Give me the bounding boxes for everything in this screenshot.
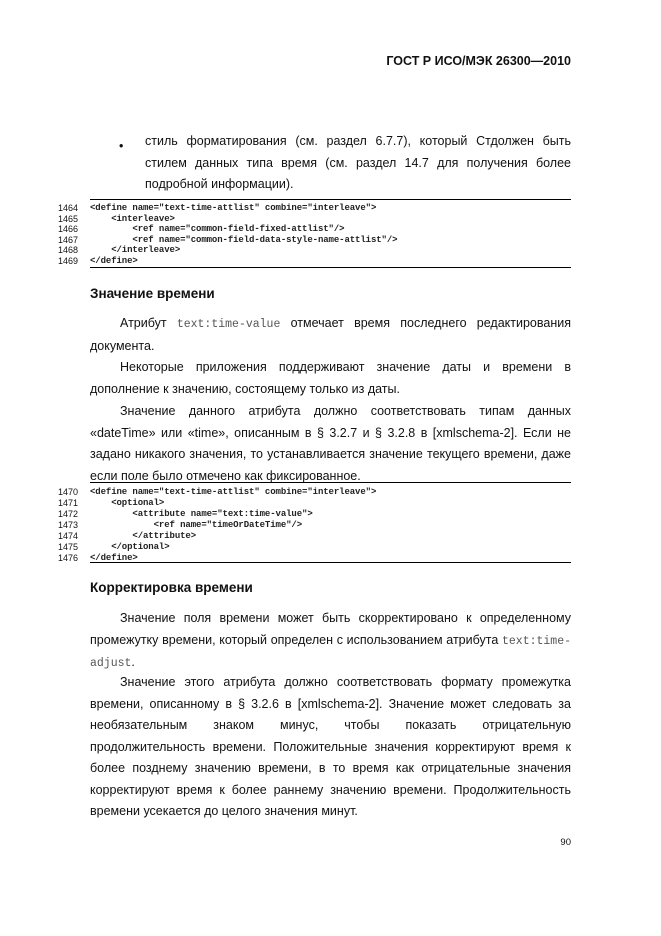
code-line	[50, 213, 175, 225]
code-text: <ref name="timeOrDateTime"/>	[90, 520, 303, 530]
line-number: 1469	[57, 255, 78, 266]
line-number: 1465	[57, 213, 78, 224]
line-number: 1464	[57, 203, 78, 213]
code-line	[50, 531, 197, 542]
code-line	[50, 255, 138, 267]
section-heading: Корректировка времени	[90, 580, 253, 595]
code-text: <ref name="common-field-data-style-name-attlist"/>	[90, 234, 398, 245]
inline-code: text:time-adjust	[90, 634, 571, 670]
code-text: </interleave>	[90, 245, 181, 255]
code-text: </define>	[90, 255, 138, 266]
code-line	[50, 203, 377, 214]
line-number: 1474	[57, 531, 78, 541]
code-line	[50, 224, 345, 235]
line-number: 1468	[57, 245, 78, 255]
line-number: 1466	[57, 224, 78, 234]
line-number: 1471	[57, 498, 78, 508]
section-heading: Значение времени	[90, 286, 215, 301]
paragraph: Значение данного атрибута должно соответствовать типам данных «dateTime» или «time», описанным в § 3.2.7 и § 3.2.8 в [xmlschema-2]. Если не задано никакого значения, то устанавливается значение текущего времени, даже если поле было отмечено как фиксированное.	[90, 404, 571, 483]
paragraph: Значение поля времени может быть скорректировано к определенному промежутку времени, который определен с использованием атрибута text:time-adjust.	[90, 611, 571, 670]
code-line	[50, 520, 303, 531]
paragraph: Атрибут text:time-value отмечает время последнего редактирования документа.	[90, 316, 571, 353]
code-line	[50, 498, 165, 509]
code-line	[50, 509, 313, 520]
code-text: <interleave>	[90, 213, 175, 224]
code-line	[50, 245, 181, 256]
bullet-item-text: стиль форматирования (см. раздел 6.7.7), который Стдолжен быть стилем данных типа время (см. раздел 14.7 для получения более подробной информации).	[145, 134, 571, 191]
code-text: <ref name="common-field-fixed-attlist"/>	[90, 224, 345, 234]
line-number: 1467	[57, 234, 78, 245]
code-text: </attribute>	[90, 531, 197, 541]
code-text: <define name="text-time-attlist" combine="interleave">	[90, 487, 377, 497]
line-number: 1476	[57, 553, 78, 563]
code-text: <define name="text-time-attlist" combine="interleave">	[90, 203, 377, 213]
code-text: <optional>	[90, 498, 165, 508]
paragraph: Некоторые приложения поддерживают значение даты и времени в дополнение к значению, состоящему только из даты.	[90, 360, 571, 396]
page-number: 90	[560, 837, 571, 848]
paragraph: Значение этого атрибута должно соответствовать формату промежутка времени, описанному в § 3.2.6 в [xmlschema-2]. Значение может следовать за необязательным знаком минус, чтобы показать отрицательную продолжительность времени. Положительные значения корректируют время к более позднему значению времени, в то время как отрицательные значения корректируют время к более раннему значению времени. Продолжительность времени усекается до целого значения минут.	[90, 675, 571, 818]
code-line	[50, 542, 170, 553]
line-number: 1473	[57, 520, 78, 530]
code-line	[50, 234, 398, 246]
line-number: 1475	[57, 542, 78, 552]
code-text: </optional>	[90, 542, 170, 552]
line-number: 1472	[57, 509, 78, 519]
code-text: <attribute name="text:time-value">	[90, 509, 313, 519]
code-line	[50, 553, 138, 564]
bullet-marker: •	[119, 139, 124, 153]
code-block-bottom-rule	[90, 267, 571, 268]
document-header: ГОСТ Р ИСО/МЭК 26300—2010	[386, 54, 571, 68]
code-text: </define>	[90, 553, 138, 563]
code-line	[50, 487, 377, 498]
inline-code: text:time-value	[176, 318, 281, 331]
line-number: 1470	[57, 487, 78, 497]
code-block-bottom-rule	[90, 562, 571, 563]
code-block-top-rule	[90, 482, 571, 483]
code-block-top-rule	[90, 199, 571, 200]
